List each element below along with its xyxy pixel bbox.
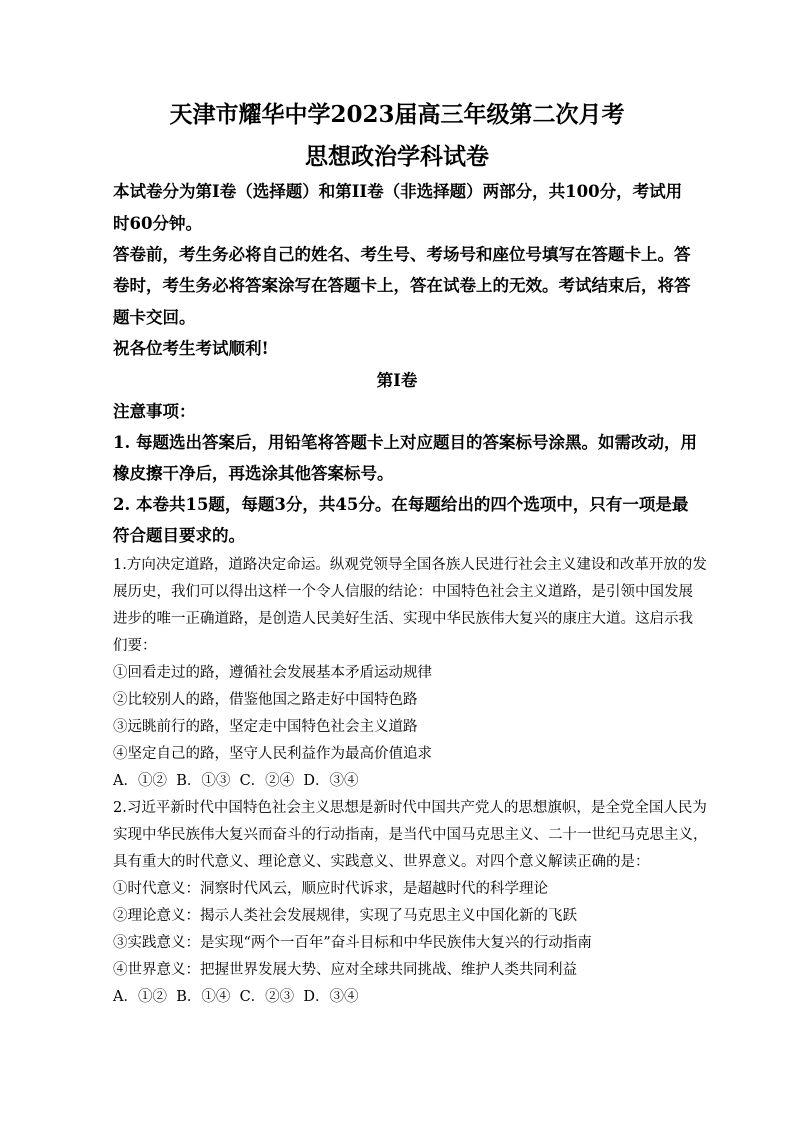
intro-line: 卷时，考生务必将答案涂写在答题卡上，答在试卷上的无效。考试结束后，将答: [113, 276, 691, 295]
question1-stem: 们要：: [113, 638, 157, 654]
intro-line: 本试卷分为第I卷（选择题）和第II卷（非选择题）两部分，共100分，考试用: [113, 182, 683, 201]
question2-stem: 实现中华民族伟大复兴而奋斗的行动指南，是当代中国马克思主义、二十一世纪马克思主义，: [113, 827, 708, 843]
question1-stem: 展历史，我们可以得出这样一个令人信服的结论：中国特色社会主义道路，是引领中国发展: [113, 584, 693, 600]
notes-line: 符合题目要求的。: [113, 526, 245, 545]
notes-heading: 注意事项：: [113, 402, 196, 421]
intro-line: 时60分钟。: [113, 214, 202, 233]
question1-item: ③远眺前行的路，坚定走中国特色社会主义道路: [113, 719, 418, 735]
question2-options: A．①② B．①④ C．②③ D．③④: [113, 989, 359, 1005]
question2-item: ②理论意义：揭示人类社会发展规律，实现了马克思主义中国化新的飞跃: [113, 908, 577, 924]
question1-options: A．①② B．①③ C．②④ D．③④: [113, 773, 359, 789]
question1-item: ①回看走过的路，遵循社会发展基本矛盾运动规律: [113, 665, 432, 681]
intro-line: 祝各位考生考试顺利!: [113, 339, 269, 358]
question1-stem: 进步的唯一正确道路，是创造人民美好生活、实现中华民族伟大复兴的康庄大道。这启示我: [113, 611, 693, 627]
notes-line: 橡皮擦干净后，再选涂其他答案标号。: [113, 464, 394, 483]
exam-subtitle: 思想政治学科试卷: [305, 143, 489, 170]
section-title: 第I卷: [376, 371, 418, 390]
notes-line: 2. 本卷共15题，每题3分，共45分。在每题给出的四个选项中，只有一项是最: [113, 495, 689, 514]
question1-item: ②比较别人的路，借鉴他国之路走好中国特色路: [113, 692, 418, 708]
question2-item: ①时代意义：洞察时代风云，顺应时代诉求，是超越时代的科学理论: [113, 881, 548, 897]
question2-item: ④世界意义：把握世界发展大势、应对全球共同挑战、维护人类共同利益: [113, 962, 577, 978]
notes-line: 1. 每题选出答案后，用铅笔将答题卡上对应题目的答案标号涂黑。如需改动，用: [113, 433, 697, 452]
question2-item: ③实践意义：是实现“两个一百年”奋斗目标和中华民族伟大复兴的行动指南: [113, 935, 592, 951]
intro-line: 答卷前，考生务必将自己的姓名、考生号、考场号和座位号填写在答题卡上。答: [113, 245, 691, 264]
question1-stem: 1.方向决定道路，道路决定命运。纵观党领导全国各族人民进行社会主义建设和改革开放的发: [113, 557, 707, 573]
exam-title: 天津市耀华中学2023届高三年级第二次月考: [169, 101, 625, 128]
question2-stem: 具有重大的时代意义、理论意义、实践意义、世界意义。对四个意义解读正确的是：: [113, 854, 650, 870]
question1-item: ④坚定自己的路，坚守人民利益作为最高价值追求: [113, 746, 432, 762]
question2-stem: 2.习近平新时代中国特色社会主义思想是新时代中国共产党人的思想旗帜，是全党全国人民为: [113, 800, 707, 816]
intro-line: 题卡交回。: [113, 308, 196, 327]
